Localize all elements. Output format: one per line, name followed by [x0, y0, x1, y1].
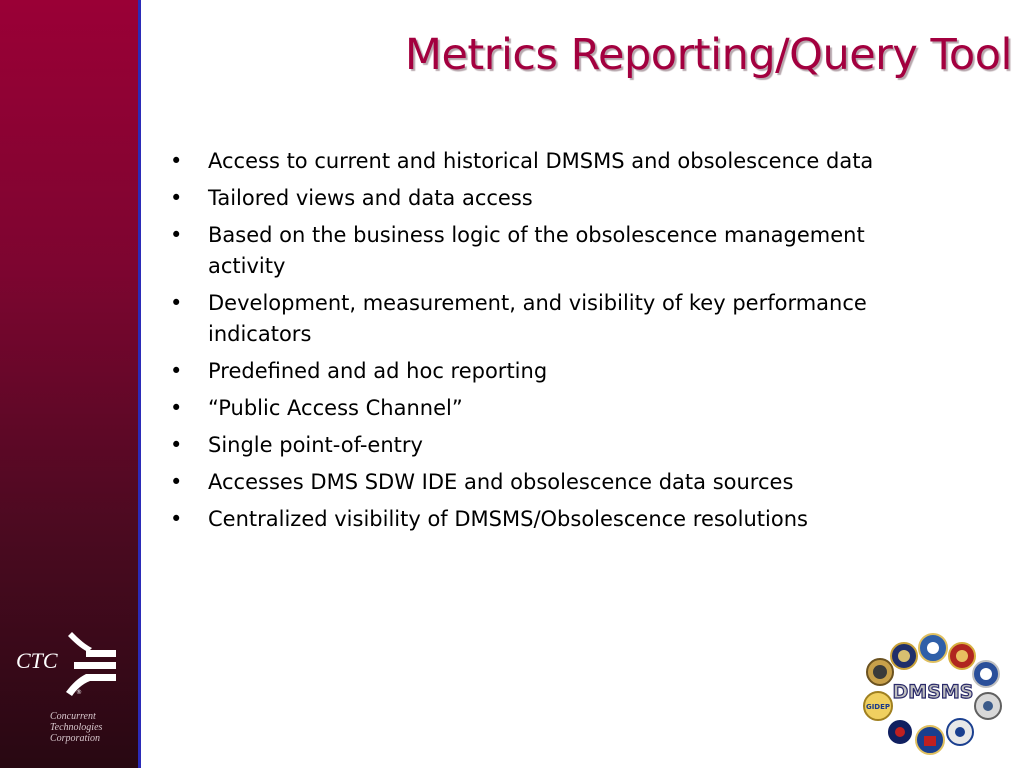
gidep-seal-icon	[864, 692, 892, 720]
gidep-label: GIDEP	[865, 703, 891, 711]
bullet-marker: •	[170, 433, 183, 457]
bullet-item	[170, 288, 930, 350]
bullet-marker: •	[170, 396, 183, 420]
bullet-marker: •	[170, 149, 183, 173]
marine-corps-seal-icon	[949, 643, 975, 669]
bullet-item	[170, 146, 930, 177]
bullet-marker: •	[170, 359, 183, 383]
army-seal-icon	[867, 659, 893, 685]
bullet-text: Predefined and ad hoc reporting	[208, 359, 548, 383]
ctc-bar-middle	[74, 662, 116, 669]
agency-seal-icon	[975, 693, 1001, 719]
bullet-text: Development, measurement, and visibility of key performance indicators	[208, 291, 867, 346]
dla-seal-icon	[916, 726, 944, 754]
bullet-item	[170, 393, 930, 424]
bullet-marker: •	[170, 470, 183, 494]
coast-guard-seal-icon	[947, 719, 973, 745]
ctc-logo	[14, 624, 124, 754]
dmsms-wordmark: DMSMS	[892, 681, 974, 703]
bullet-marker: •	[170, 186, 183, 210]
ctc-swoosh-bottom	[66, 674, 116, 696]
air-force-seal-icon	[973, 661, 999, 687]
ctc-company-line-1: Concurrent	[50, 711, 96, 722]
bullet-item	[170, 430, 930, 461]
ctc-swoosh-top	[68, 632, 92, 652]
slide-title: Metrics Reporting/Query Tool	[404, 30, 1012, 80]
bullet-item	[170, 467, 930, 498]
bullet-marker: •	[170, 291, 183, 315]
ctc-company-line-2: Technologies	[50, 722, 103, 733]
bullet-marker: •	[170, 223, 183, 247]
dod-seal-icon	[919, 634, 947, 662]
bullet-text: Single point-of-entry	[208, 433, 423, 457]
dmsms-logo	[858, 632, 1008, 762]
sidebar-divider	[138, 0, 141, 768]
bullet-text: Centralized visibility of DMSMS/Obsolescence resolutions	[208, 507, 808, 531]
bullet-text: Tailored views and data access	[208, 186, 533, 210]
ctc-logo-graphic	[14, 624, 124, 754]
ctc-company-line-3: Corporation	[50, 733, 101, 744]
bullet-item	[170, 356, 930, 387]
ctc-logo-mark: CTC	[16, 648, 58, 673]
bullet-marker: •	[170, 507, 183, 531]
bullet-text: Based on the business logic of the obsolescence management activity	[208, 223, 865, 278]
bullet-text: Access to current and historical DMSMS and obsolescence data	[208, 149, 874, 173]
bullet-item	[170, 220, 930, 282]
ctc-registered-mark: ®	[76, 689, 82, 696]
bullet-text: “Public Access Channel”	[208, 396, 463, 420]
nasa-seal-icon	[887, 719, 913, 745]
navy-seal-icon	[891, 643, 917, 669]
ctc-bar-top	[86, 650, 116, 657]
bullet-text: Accesses DMS SDW IDE and obsolescence data sources	[208, 470, 794, 494]
bullet-item	[170, 504, 930, 535]
dmsms-logo-graphic	[858, 632, 1008, 762]
bullet-list	[170, 146, 930, 541]
bullet-item	[170, 183, 930, 214]
